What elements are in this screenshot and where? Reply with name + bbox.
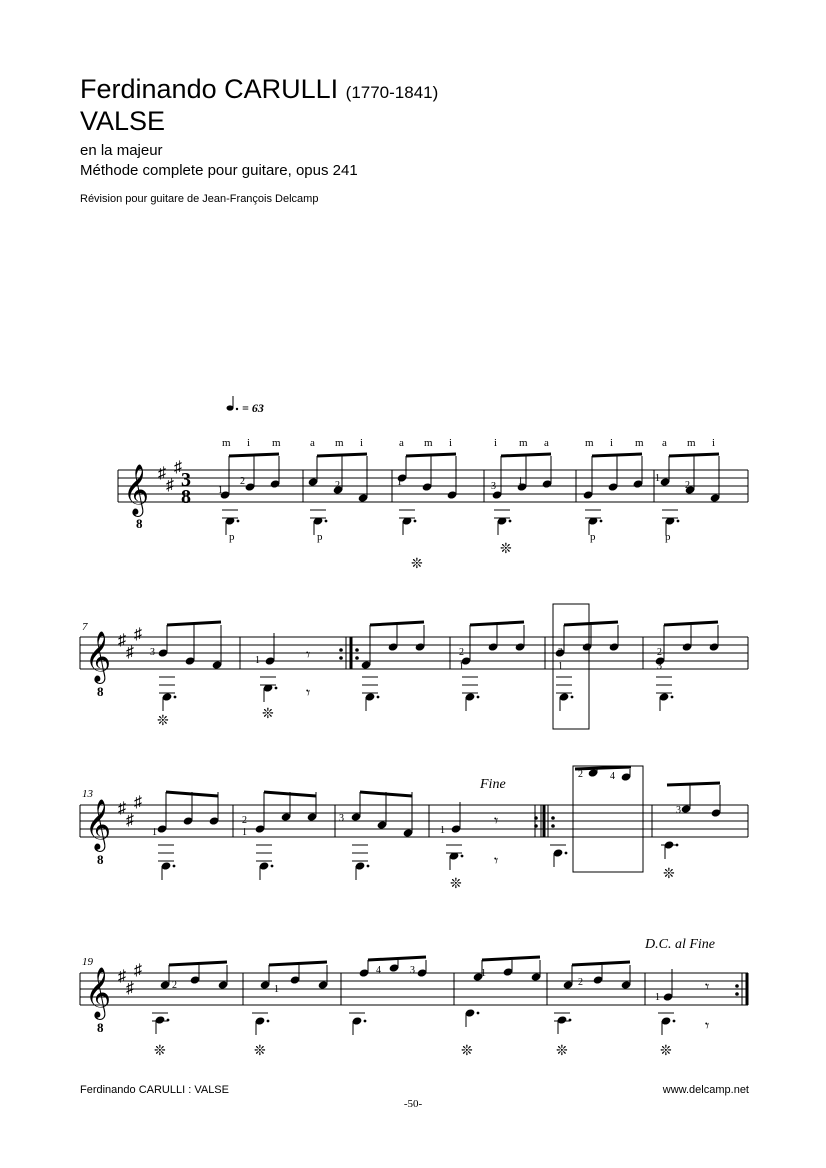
fingering-number: 2 bbox=[657, 647, 662, 658]
dot bbox=[174, 696, 177, 699]
treble-clef: 𝄞 bbox=[85, 968, 112, 1017]
finger-letter: m bbox=[272, 437, 281, 449]
svg-text:♯: ♯ bbox=[174, 459, 182, 476]
finger-letter: m bbox=[222, 437, 231, 449]
dot bbox=[271, 865, 274, 868]
key-signatures bbox=[118, 459, 182, 997]
pedal-star: ❊ bbox=[556, 1044, 568, 1059]
pluck-mark: p bbox=[590, 531, 596, 543]
pedal-star: ❊ bbox=[450, 877, 462, 892]
finger-letter: i bbox=[610, 437, 614, 449]
composer-dates: (1770-1841) bbox=[345, 83, 439, 102]
fingering-number: 1 bbox=[655, 992, 660, 1003]
footer-website: www.delcamp.net bbox=[662, 1084, 749, 1096]
dot bbox=[671, 696, 674, 699]
method-subtitle: Méthode complete pour guitare, opus 241 bbox=[80, 162, 358, 179]
clef-octave-marks bbox=[97, 516, 143, 1035]
svg-text:♯: ♯ bbox=[126, 980, 134, 997]
tempo-value: = 63 bbox=[242, 401, 264, 415]
finger-letter: m bbox=[635, 437, 644, 449]
pedal-star: ❊ bbox=[411, 557, 423, 572]
beam bbox=[482, 957, 540, 960]
time-sig-bottom: 8 bbox=[181, 486, 191, 508]
beam bbox=[368, 957, 426, 960]
dot bbox=[275, 687, 278, 690]
beam bbox=[575, 767, 631, 769]
eighth-rest: 𝄾 bbox=[705, 979, 710, 996]
fingering-number: 1 bbox=[558, 661, 563, 672]
treble-clef: 𝄞 bbox=[85, 632, 112, 681]
beam bbox=[669, 454, 719, 456]
svg-text:♯: ♯ bbox=[118, 800, 126, 817]
finger-letter: a bbox=[399, 437, 404, 449]
fingering-number: 1 bbox=[440, 825, 445, 836]
finger-letter: m bbox=[585, 437, 594, 449]
dot bbox=[477, 696, 480, 699]
beam bbox=[572, 962, 630, 965]
fingering-number: 3 bbox=[676, 805, 681, 816]
revision-credit: Révision pour guitare de Jean-François Delcamp bbox=[80, 193, 319, 205]
fingering-number: 1 bbox=[397, 477, 402, 488]
svg-text:♯: ♯ bbox=[134, 626, 142, 643]
finger-letter: i bbox=[494, 437, 498, 449]
beam bbox=[229, 454, 279, 456]
fingering-number: 3 bbox=[339, 813, 344, 824]
barlines bbox=[80, 470, 748, 1005]
svg-text:♯: ♯ bbox=[126, 644, 134, 661]
pedal-star: ❊ bbox=[500, 542, 512, 557]
beam bbox=[317, 454, 367, 456]
beam bbox=[564, 622, 618, 625]
fingering-number: 2 bbox=[578, 769, 583, 780]
fingering-number: 2 bbox=[240, 476, 245, 487]
dot bbox=[565, 852, 568, 855]
dot bbox=[477, 1012, 480, 1015]
svg-text:♯: ♯ bbox=[158, 465, 166, 482]
pluck-mark: p bbox=[665, 531, 671, 543]
finger-letter: a bbox=[662, 437, 667, 449]
dot bbox=[673, 1020, 676, 1023]
svg-text:♯: ♯ bbox=[134, 962, 142, 979]
octave-mark: 8 bbox=[97, 684, 104, 699]
fingering-number: 1 bbox=[152, 827, 157, 838]
eighth-rest: 𝄾 bbox=[705, 1018, 710, 1035]
fingering-number: 1 bbox=[274, 984, 279, 995]
dot bbox=[237, 520, 240, 523]
beam bbox=[370, 622, 424, 625]
fine-mark: Fine bbox=[480, 777, 506, 792]
beam bbox=[360, 792, 412, 796]
measure-number: 13 bbox=[82, 788, 93, 800]
fingering-number: 1 bbox=[242, 827, 247, 838]
finger-letter: m bbox=[335, 437, 344, 449]
beam bbox=[406, 454, 456, 456]
fingering-number: 2 bbox=[459, 647, 464, 658]
beam bbox=[269, 962, 327, 965]
tempo-marking bbox=[227, 396, 264, 415]
fingering-number: 2 bbox=[172, 980, 177, 991]
eighth-rest: 𝄾 bbox=[306, 647, 311, 664]
pedal-star: ❊ bbox=[154, 1044, 166, 1059]
staff-2 bbox=[80, 637, 748, 669]
footer-title: Ferdinando CARULLI : VALSE bbox=[80, 1084, 229, 1096]
dot bbox=[267, 1020, 270, 1023]
svg-text:♯: ♯ bbox=[118, 968, 126, 985]
beam bbox=[166, 792, 218, 796]
finger-letter: m bbox=[424, 437, 433, 449]
fingering-number: 1 bbox=[459, 661, 464, 672]
treble-clef: 𝄞 bbox=[85, 800, 112, 849]
piece-title: VALSE bbox=[80, 106, 166, 136]
dot bbox=[325, 520, 328, 523]
fingering-number: 3 bbox=[657, 661, 662, 672]
pedal-star: ❊ bbox=[461, 1044, 473, 1059]
measure-number: 19 bbox=[82, 956, 93, 968]
finger-letter: m bbox=[687, 437, 696, 449]
beam bbox=[664, 622, 718, 625]
dot bbox=[461, 855, 464, 858]
fingering-number: 2 bbox=[578, 977, 583, 988]
dot bbox=[364, 1020, 367, 1023]
finger-letter: a bbox=[544, 437, 549, 449]
dot bbox=[677, 520, 680, 523]
pedal-star: ❊ bbox=[663, 867, 675, 882]
staff-3 bbox=[80, 805, 748, 837]
dot bbox=[509, 520, 512, 523]
svg-text:♯: ♯ bbox=[126, 812, 134, 829]
fingering-number: 2 bbox=[335, 480, 340, 491]
dot bbox=[367, 865, 370, 868]
svg-text:♯: ♯ bbox=[166, 477, 174, 494]
dot bbox=[377, 696, 380, 699]
dot bbox=[600, 520, 603, 523]
pedal-star: ❊ bbox=[660, 1044, 672, 1059]
highlight-box bbox=[573, 766, 643, 872]
finger-letter: i bbox=[247, 437, 251, 449]
beam bbox=[501, 454, 551, 456]
time-sig-top: 3 bbox=[181, 469, 191, 491]
fingering-number: 3 bbox=[410, 965, 415, 976]
fingering-number: 1 bbox=[481, 968, 486, 979]
time-signature bbox=[181, 469, 191, 508]
fingering-number: 2 bbox=[685, 480, 690, 491]
pedal-star: ❊ bbox=[157, 714, 169, 729]
beam bbox=[167, 622, 221, 625]
pedal-star: ❊ bbox=[262, 707, 274, 722]
composer-name: Ferdinando CARULLI bbox=[80, 74, 339, 104]
octave-mark: 8 bbox=[136, 516, 143, 531]
fingering-number: 1 bbox=[218, 485, 223, 496]
treble-clef: 𝄞 bbox=[123, 465, 150, 514]
notes-layer bbox=[150, 437, 721, 1059]
beam bbox=[592, 454, 642, 456]
fingering-number: 2 bbox=[242, 815, 247, 826]
clefs bbox=[85, 465, 149, 1020]
pedal-star: ❊ bbox=[254, 1044, 266, 1059]
fingering-number: 3 bbox=[491, 481, 496, 492]
finger-letter: i bbox=[449, 437, 453, 449]
measure-number: 7 bbox=[82, 621, 88, 633]
staff-4 bbox=[80, 973, 748, 1005]
key-subtitle: en la majeur bbox=[80, 142, 163, 159]
page-number: -50- bbox=[403, 1098, 423, 1110]
dot bbox=[571, 696, 574, 699]
eighth-rest: 𝄾 bbox=[494, 813, 499, 830]
beam bbox=[470, 622, 524, 625]
fingering-number: 1 bbox=[655, 473, 660, 484]
eighth-rest: 𝄾 bbox=[494, 853, 499, 870]
fingering-number: 2 bbox=[558, 647, 563, 658]
finger-letter: m bbox=[519, 437, 528, 449]
finger-letter: i bbox=[360, 437, 364, 449]
octave-mark: 8 bbox=[97, 1020, 104, 1035]
eighth-rest: 𝄾 bbox=[306, 685, 311, 702]
svg-text:♯: ♯ bbox=[134, 794, 142, 811]
pluck-mark: p bbox=[229, 531, 235, 543]
dot bbox=[173, 865, 176, 868]
fingering-number: 3 bbox=[150, 647, 155, 658]
finger-letter: a bbox=[310, 437, 315, 449]
dc-al-fine-mark: D.C. al Fine bbox=[645, 937, 715, 952]
fingering-number: 1 bbox=[518, 476, 523, 487]
fingering-number: 4 bbox=[610, 771, 615, 782]
beam bbox=[667, 783, 720, 785]
beam bbox=[169, 962, 227, 965]
fingering-number: 1 bbox=[255, 655, 260, 666]
octave-mark: 8 bbox=[97, 852, 104, 867]
dot bbox=[414, 520, 417, 523]
pluck-mark: p bbox=[317, 531, 323, 543]
finger-letter: i bbox=[712, 437, 716, 449]
beam bbox=[264, 792, 316, 796]
fingering-number: 4 bbox=[376, 965, 381, 976]
svg-text:♯: ♯ bbox=[118, 632, 126, 649]
